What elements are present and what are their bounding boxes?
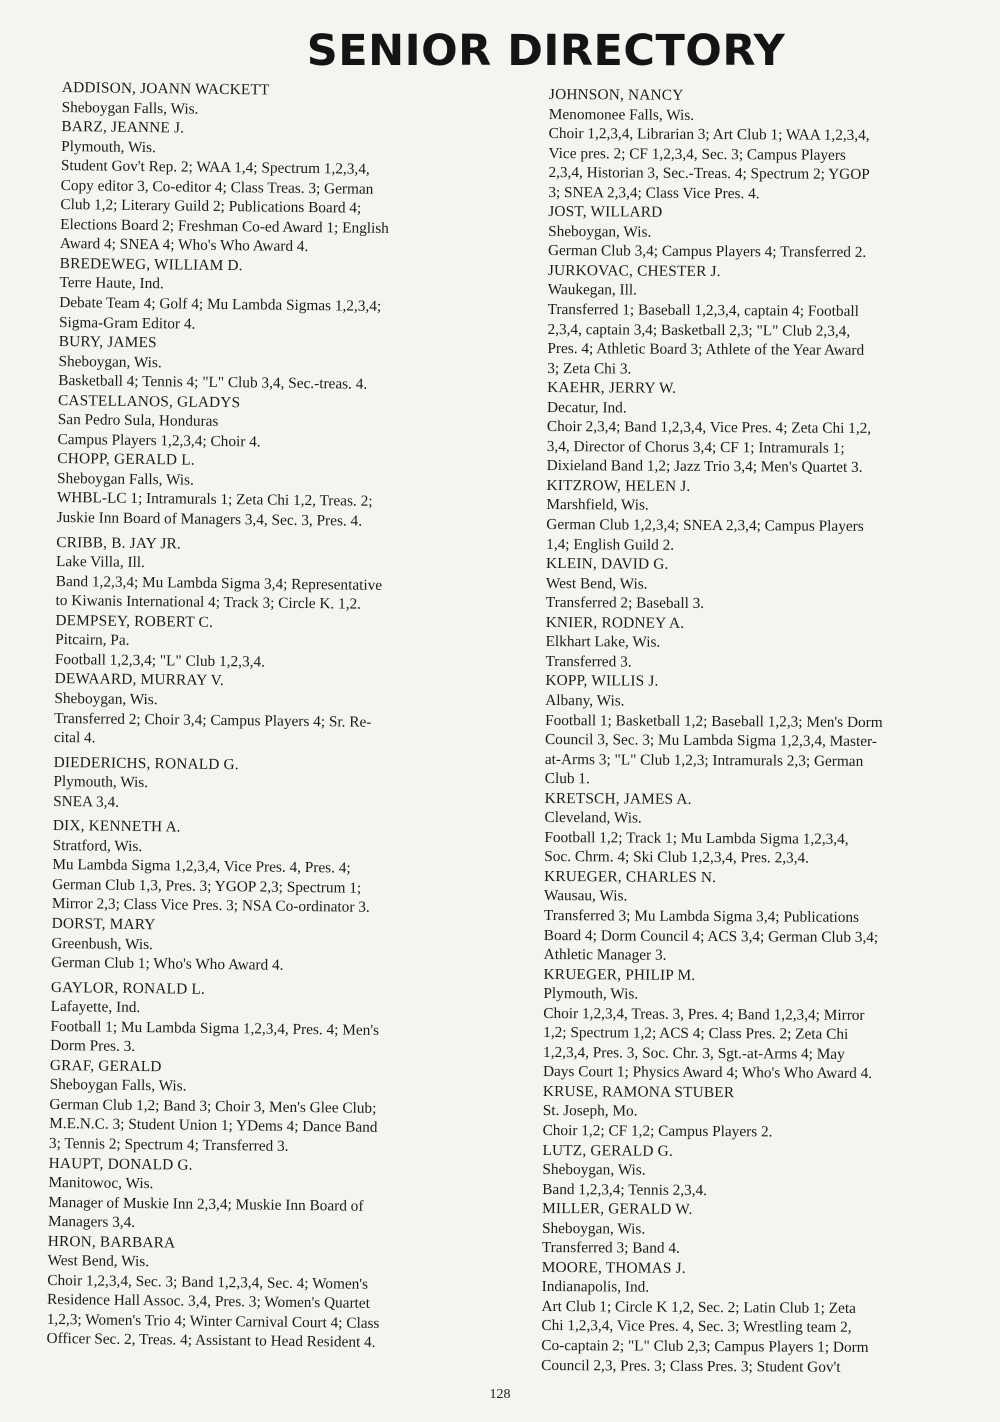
student-name: KRUSE, RAMONA STUBER	[542, 1082, 735, 1102]
activities-line: Choir 1,2; CF 1,2; Campus Players 2.	[542, 1121, 773, 1141]
activities-line: Athletic Manager 3.	[543, 946, 667, 964]
hometown: Plymouth, Wis.	[53, 773, 149, 792]
directory-entry	[49, 1056, 490, 1159]
activities-line: 1,2,3,4, Pres. 3, Soc. Chr. 3, Sgt.-at-Arms 4; May	[543, 1043, 845, 1063]
student-name: HAUPT, DONALD G.	[48, 1154, 193, 1174]
directory-entry	[542, 1141, 972, 1202]
hometown: Lafayette, Ind.	[50, 998, 141, 1017]
activities-line: Dorm Pres. 3.	[50, 1037, 136, 1056]
activities-line: Football 1; Mu Lambda Sigma 1,2,3,4, Pres. 4; Men's	[50, 1017, 380, 1039]
hometown: Sheboygan Falls, Wis.	[49, 1076, 187, 1095]
activities-line: Football 1; Basketball 1,2; Baseball 1,2,3; Men's Dorm	[545, 711, 883, 731]
activities-line: SNEA 3,4.	[53, 792, 120, 811]
activities-line: 1,2; Spectrum 1,2; ACS 4; Class Pres. 2; Zeta Chi	[543, 1024, 849, 1044]
activities-line: cital 4.	[53, 728, 96, 747]
hometown: Elkhart Lake, Wis.	[545, 633, 661, 652]
activities-line: Mirror 2,3; Class Vice Pres. 3; NSA Co-ordinator 3.	[51, 895, 370, 917]
activities-line: Dixieland Band 1,2; Jazz Trio 3,4; Men's Quartet 3.	[546, 457, 863, 477]
activities-line: Vice pres. 2; CF 1,2,3,4, Sec. 3; Campus Players	[548, 144, 846, 164]
activities-line: 2,3,4, captain 3,4; Basketball 2,3; "L" Club 2,3,4,	[547, 320, 851, 340]
page-number: 128	[489, 1387, 511, 1402]
hometown: Menomonee Falls, Wis.	[548, 105, 695, 124]
activities-line: Transferred 3; Band 4.	[541, 1239, 680, 1258]
activities-line: Band 1,2,3,4; Tennis 2,3,4.	[542, 1180, 708, 1199]
hometown: Waukegan, Ill.	[547, 281, 638, 300]
directory-entry	[544, 789, 974, 870]
activities-line: Managers 3,4.	[47, 1213, 136, 1232]
student-name: MOORE, THOMAS J.	[541, 1258, 686, 1277]
activities-line: Campus Players 1,2,3,4; Choir 4.	[57, 430, 261, 451]
hometown: West Bend, Wis.	[545, 574, 648, 593]
directory-entry	[58, 332, 499, 396]
activities-line: Residence Hall Assoc. 3,4, Pres. 3; Women's Quartet	[46, 1291, 371, 1313]
activities-line: Manager of Muskie Inn 2,3,4; Muskie Inn Board of	[48, 1193, 364, 1215]
directory-entry	[542, 1199, 972, 1260]
student-name: GRAF, GERALD	[49, 1056, 162, 1076]
directory-entry	[55, 533, 496, 617]
activities-line: 3; SNEA 2,3,4; Class Vice Pres. 4.	[548, 183, 760, 203]
directory-entry	[546, 554, 976, 615]
hometown: Sheboygan Falls, Wis.	[57, 469, 194, 489]
student-name: HRON, BARBARA	[47, 1232, 176, 1252]
activities-line: M.E.N.C. 3; Student Union 1; YDems 4; Dance Band	[49, 1115, 378, 1137]
activities-line: 3; Zeta Chi 3.	[547, 359, 632, 378]
student-name: DEMPSEY, ROBERT C.	[55, 611, 214, 631]
activities-line: Soc. Chrm. 4; Ski Club 1,2,3,4, Pres. 2,3,4.	[544, 848, 810, 867]
hometown: Sheboygan, Wis.	[548, 222, 652, 241]
directory-entry	[54, 669, 495, 753]
activities-line: Club 1.	[544, 770, 590, 788]
activities-line: Transferred 2; Choir 3,4; Campus Players 4; Sr. Re-	[54, 709, 372, 731]
hometown: Decatur, Ind.	[546, 398, 627, 417]
hometown: West Bend, Wis.	[47, 1252, 150, 1271]
student-name: KNIER, RODNEY A.	[545, 613, 685, 632]
activities-line: Officer Sec. 2, Treas. 4; Assistant to Head Resident 4.	[46, 1330, 376, 1352]
activities-line: 1,2,3; Women's Trio 4; Winter Carnival Court 4; Class	[46, 1310, 380, 1332]
hometown: Pitcairn, Pa.	[55, 631, 130, 650]
hometown: Sheboygan, Wis.	[541, 1219, 646, 1238]
hometown: Indianapolis, Ind.	[541, 1278, 650, 1296]
hometown: Sheboygan, Wis.	[58, 352, 162, 371]
activities-line: Days Court 1; Physics Award 4; Who's Who Award 4.	[542, 1063, 873, 1083]
student-name: KAEHR, JERRY W.	[547, 379, 677, 397]
activities-line: Basketball 4; Tennis 4; "L" Club 3,4, Sec.-treas. 4.	[58, 372, 368, 393]
activities-line: 1,4; English Guild 2.	[546, 535, 675, 554]
directory-entry	[52, 816, 493, 919]
hometown: Marshfield, Wis.	[546, 496, 649, 515]
activities-line: Sigma-Gram Editor 4.	[58, 313, 196, 333]
activities-line: Football 1,2,3,4; "L" Club 1,2,3,4.	[54, 650, 266, 671]
student-name: JOHNSON, NANCY	[548, 85, 684, 104]
hometown: Wausau, Wis.	[543, 887, 628, 905]
directory-entry	[46, 1232, 487, 1355]
student-name: KLEIN, DAVID G.	[546, 555, 669, 573]
directory-entry	[547, 261, 978, 381]
directory-entry	[545, 671, 976, 791]
activities-line: Pres. 4; Athletic Board 3; Athlete of the Year Award	[547, 340, 865, 360]
directory-entry	[50, 978, 491, 1062]
hometown: Albany, Wis.	[545, 691, 625, 710]
student-name: KRUEGER, PHILIP M.	[543, 965, 696, 984]
student-name: BARZ, JEANNE J.	[61, 118, 185, 137]
directory-entry	[59, 254, 500, 338]
activities-line: Elections Board 2; Freshman Co-ed Award 1; English	[60, 215, 390, 237]
activities-line: Board 4; Dorm Council 4; ACS 3,4; German Club 3,4;	[543, 926, 879, 946]
activities-line: Student Gov't Rep. 2; WAA 1,4; Spectrum 1,2,3,4,	[60, 157, 370, 178]
activities-line: Choir 1,2,3,4, Librarian 3; Art Club 1; WAA 1,2,3,4,	[548, 125, 870, 145]
activities-line: Award 4; SNEA 4; Who's Who Award 4.	[59, 235, 309, 256]
activities-line: Transferred 3; Mu Lambda Sigma 3,4; Publications	[543, 906, 860, 926]
student-name: JOST, WILLARD	[548, 203, 663, 221]
directory-entry	[545, 613, 975, 674]
activities-line: German Club 1,3, Pres. 3; YGOP 2,3; Spectrum 1;	[52, 875, 362, 897]
directory-entry	[57, 449, 498, 533]
student-name: BREDEWEG, WILLIAM D.	[59, 254, 243, 275]
directory-entry	[541, 1258, 972, 1378]
activities-line: Chi 1,2,3,4, Vice Pres. 4, Sec. 3; Wrestling team 2,	[541, 1317, 852, 1337]
activities-line: 2,3,4, Historian 3, Sec.-Treas. 4; Spectrum 2; YGOP	[548, 164, 870, 184]
activities-line: German Club 1,2,3,4; SNEA 2,3,4; Campus Players	[546, 516, 864, 535]
activities-line: Art Club 1; Circle K 1,2, Sec. 2; Latin Club 1; Zeta	[541, 1297, 856, 1317]
student-name: KOPP, WILLIS J.	[545, 672, 659, 691]
activities-line: Juskie Inn Board of Managers 3,4, Sec. 3, Pres. 4.	[56, 508, 363, 530]
hometown: Stratford, Wis.	[52, 836, 143, 855]
directory-entry	[546, 476, 976, 557]
student-name: DEWAARD, MURRAY V.	[54, 670, 225, 690]
activities-line: Co-captain 2; "L" Club 2,3; Campus Players 1; Dorm	[541, 1336, 869, 1356]
hometown: Greenbush, Wis.	[51, 934, 154, 953]
directory-entry	[51, 914, 492, 978]
directory-entry	[543, 1082, 973, 1143]
activities-line: German Club 3,4; Campus Players 4; Transferred 2.	[547, 242, 867, 262]
directory-entry	[544, 867, 975, 967]
student-name: BURY, JAMES	[58, 333, 157, 352]
directory-entry	[60, 117, 502, 259]
hometown: Cleveland, Wis.	[544, 809, 642, 827]
activities-line: Copy editor 3, Co-editor 4; Class Treas. 3; German	[60, 176, 374, 198]
student-name: ADDISON, JOANN WACKETT	[61, 78, 270, 99]
activities-line: German Club 1,2; Band 3; Choir 3, Men's Glee Club;	[49, 1095, 377, 1117]
hometown: Terre Haute, Ind.	[59, 274, 164, 293]
directory-entry	[62, 78, 502, 122]
activities-line: Debate Team 4; Golf 4; Mu Lambda Sigmas 1,2,3,4;	[59, 293, 382, 315]
student-name: CRIBB, B. JAY JR.	[56, 533, 182, 553]
directory-entry	[57, 391, 498, 455]
hometown: St. Joseph, Mo.	[542, 1102, 638, 1120]
hometown: Plymouth, Wis.	[543, 985, 639, 1003]
hometown: Manitowoc, Wis.	[48, 1173, 154, 1193]
activities-line: Transferred 1; Baseball 1,2,3,4, captain 4; Football	[547, 301, 859, 320]
right-column	[541, 85, 979, 1378]
student-name: KITZROW, HELEN J.	[546, 476, 691, 495]
activities-line: Mu Lambda Sigma 1,2,3,4, Vice Pres. 4, Pres. 4;	[52, 856, 351, 877]
activities-line: Club 1,2; Literary Guild 2; Publications Board 4;	[60, 196, 362, 217]
directory-entry	[548, 202, 978, 263]
activities-line: at-Arms 3; "L" Club 1,2,3; Intramurals 2,3; German	[544, 750, 864, 770]
activities-line: Transferred 3.	[545, 652, 632, 671]
directory-entry	[548, 85, 979, 205]
activities-line: to Kiwanis International 4; Track 3; Circle K. 1,2.	[55, 592, 362, 613]
student-name: CHOPP, GERALD L.	[57, 450, 195, 470]
activities-line: Choir 2,3,4; Band 1,2,3,4, Vice Pres. 4; Zeta Chi 1,2,	[546, 418, 872, 438]
activities-line: Football 1,2; Track 1; Mu Lambda Sigma 1,2,3,4,	[544, 828, 849, 848]
student-name: DIEDERICHS, RONALD G.	[53, 753, 239, 773]
activities-line: 3; Tennis 2; Spectrum 4; Transferred 3.	[48, 1134, 289, 1155]
activities-line: Choir 1,2,3,4, Treas. 3, Pres. 4; Band 1,2,3,4; Mirror	[543, 1004, 865, 1024]
activities-line: Band 1,2,3,4; Mu Lambda Sigma 3,4; Representative	[55, 572, 383, 594]
student-name: GAYLOR, RONALD L.	[50, 978, 206, 998]
hometown: Sheboygan Falls, Wis.	[61, 98, 199, 118]
student-name: MILLER, GERALD W.	[542, 1200, 693, 1219]
activities-line: Council 3, Sec. 3; Mu Lambda Sigma 1,2,3,4, Master-	[544, 731, 877, 751]
student-name: LUTZ, GERALD G.	[542, 1141, 674, 1160]
activities-line: Choir 1,2,3,4, Sec. 3; Band 1,2,3,4, Sec. 4; Women's	[47, 1271, 369, 1293]
directory-entry	[547, 378, 978, 478]
left-column	[46, 78, 501, 1354]
directory-entry	[53, 753, 494, 817]
activities-line: WHBL-LC 1; Intramurals 1; Zeta Chi 1,2, Treas. 2;	[56, 489, 373, 511]
hometown: Lake Villa, Ill.	[55, 553, 146, 572]
page-title: SENIOR DIRECTORY	[306, 26, 786, 76]
student-name: JURKOVAC, CHESTER J.	[547, 261, 721, 280]
hometown: San Pedro Sula, Honduras	[57, 411, 219, 431]
student-name: CASTELLANOS, GLADYS	[57, 391, 241, 411]
student-name: DIX, KENNETH A.	[52, 817, 181, 836]
student-name: DORST, MARY	[51, 914, 156, 934]
activities-line: German Club 1; Who's Who Award 4.	[51, 953, 284, 974]
directory-entry	[48, 1153, 489, 1237]
hometown: Plymouth, Wis.	[61, 137, 156, 156]
activities-line: 3,4, Director of Chorus 3,4; CF 1; Intramurals 1;	[546, 437, 845, 457]
activities-line: Council 2,3, Pres. 3; Class Pres. 3; Student Gov't	[541, 1356, 841, 1376]
student-name: KRETSCH, JAMES A.	[544, 789, 692, 808]
directory-entry	[55, 611, 496, 675]
hometown: Sheboygan, Wis.	[54, 689, 158, 709]
directory-entry	[543, 965, 974, 1085]
activities-line: Transferred 2; Baseball 3.	[545, 594, 705, 613]
student-name: KRUEGER, CHARLES N.	[544, 867, 717, 886]
hometown: Sheboygan, Wis.	[542, 1161, 646, 1179]
